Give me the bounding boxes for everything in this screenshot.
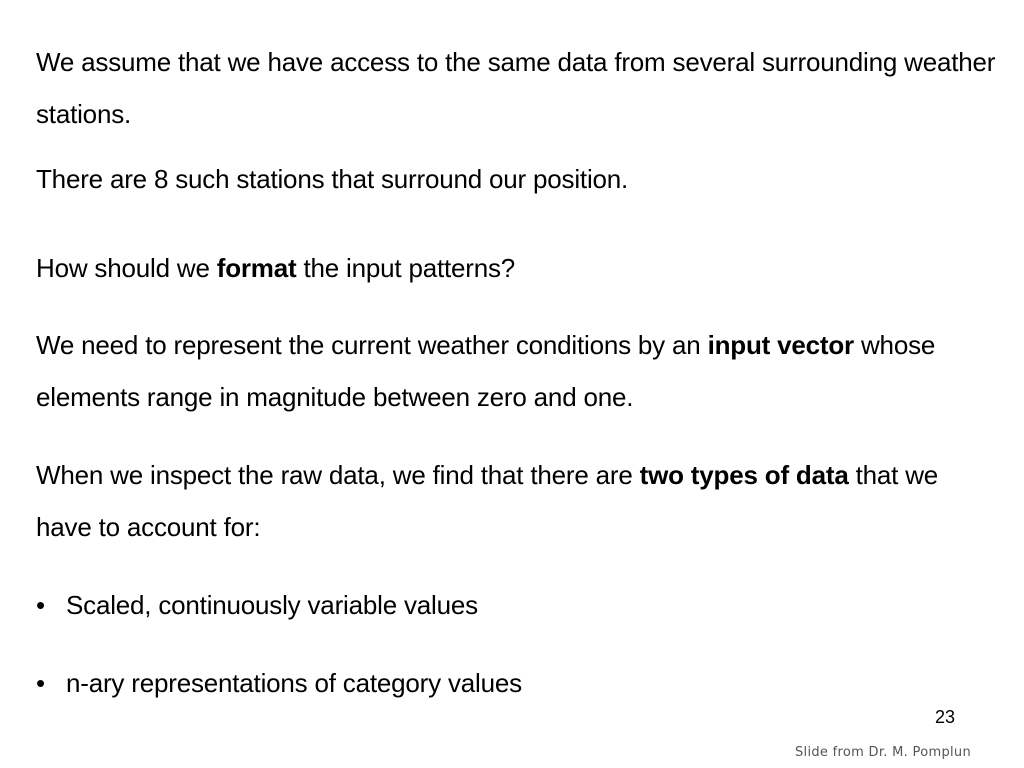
paragraph-stations-assumption [36,36,996,140]
text-segment: When we inspect the raw data, we find that there are [36,460,640,490]
bullet-marker: • [36,590,45,620]
text-segment: the input patterns? [296,253,516,283]
bullet-item [36,657,996,709]
emphasis-format: format [216,253,297,283]
bullet-marker: • [36,668,45,698]
paragraph-station-count [36,153,996,205]
bullet-text: n-ary representations of category values [66,668,522,698]
emphasis-two-types: two types of data [639,460,849,490]
paragraph-format-question [36,242,996,294]
text-segment: We need to represent the current weather conditions by an [36,330,708,360]
text-segment: whose elements range in magnitude between zero and one. [36,330,936,412]
text-segment: How should we [36,253,217,283]
slide-credit: Slide from Dr. M. Pomplun [795,745,971,760]
text-segment: that we have to account for: [36,460,939,542]
paragraph-data-types [36,449,996,553]
paragraph-input-vector [36,319,996,423]
bullet-text: Scaled, continuously variable values [66,590,478,620]
paragraph-text: We assume that we have access to the same data from several surrounding weather stations. [36,47,996,129]
emphasis-input-vector: input vector [707,330,854,360]
page-number: 23 [935,707,956,727]
paragraph-text: There are 8 such stations that surround our position. [36,164,629,194]
bullet-item [36,579,996,631]
